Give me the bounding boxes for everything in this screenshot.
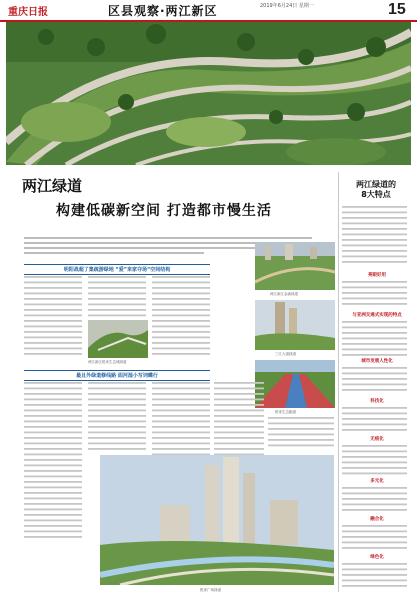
page-number: 15	[388, 1, 406, 18]
sidebar-divider	[338, 172, 339, 592]
caption-green-roof: 两江新区悦来生态城绿道	[88, 360, 127, 364]
sidebar-item-4: 科技化	[370, 399, 384, 404]
sidebar-text-8	[342, 562, 407, 590]
hero-photo	[6, 22, 411, 165]
article-headline: 构建低碳新空间 打造都市慢生活	[56, 203, 272, 219]
sidebar-item-6: 多元化	[370, 479, 384, 484]
sidebar-item-3: 城市发展人性化	[361, 359, 393, 364]
sidebar-item-8: 绿色化	[370, 555, 384, 560]
caption-bottom: 悦来广场绿道	[200, 588, 221, 592]
date-line: 2019年6月24日 星期一	[260, 3, 314, 9]
caption-top-right: 两江新区金渝绿道	[270, 292, 298, 296]
skyline-photo	[100, 455, 334, 585]
masthead	[0, 0, 417, 22]
body-text-col-4	[24, 381, 82, 541]
caption-right-mid: 三江大道绿道	[275, 352, 296, 356]
subhead-1: 明阳战超了集疏游绿地 “爱”来家夺场“空间结构	[24, 264, 210, 275]
body-text-col-5	[88, 381, 146, 451]
sidebar-item-5: 无痕化	[370, 437, 384, 442]
sidebar-text-3	[342, 366, 407, 396]
sidebar-text-1	[342, 280, 407, 310]
body-text-col-2	[88, 275, 146, 317]
caption-runway: 悦来生态跑道	[275, 410, 296, 414]
article-kicker: 两江绿道	[22, 177, 83, 195]
newspaper-logo: 重庆日报	[8, 7, 48, 18]
subhead-2: 最且外绿道修线路 面河湿小写词蝶行	[24, 370, 210, 381]
body-text-col-7	[214, 381, 264, 461]
sidebar-text-6	[342, 486, 407, 514]
green-roof-photo	[88, 320, 148, 358]
runway-photo	[255, 360, 335, 408]
section-title: 区县观察·两江新区	[108, 4, 218, 18]
body-text-col-1	[24, 275, 82, 357]
sidebar-text-2	[342, 320, 407, 356]
sidebar-text-5	[342, 444, 407, 476]
body-text-col-8	[268, 416, 334, 450]
sidebar-text-7	[342, 524, 407, 552]
sidebar-item-2: 与亚洲交通式实现的特点	[352, 313, 402, 318]
sidebar-item-7: 融合化	[370, 517, 384, 522]
city-aerial-photo	[255, 242, 335, 290]
sidebar-title: 两江绿道的 8大特点	[356, 180, 396, 199]
sidebar-text-4	[342, 406, 407, 434]
building-photo	[255, 300, 335, 350]
body-text-col-3	[152, 275, 210, 357]
sidebar-intro-text	[342, 205, 407, 265]
sidebar-item-1: 亮眼好用	[368, 273, 386, 278]
